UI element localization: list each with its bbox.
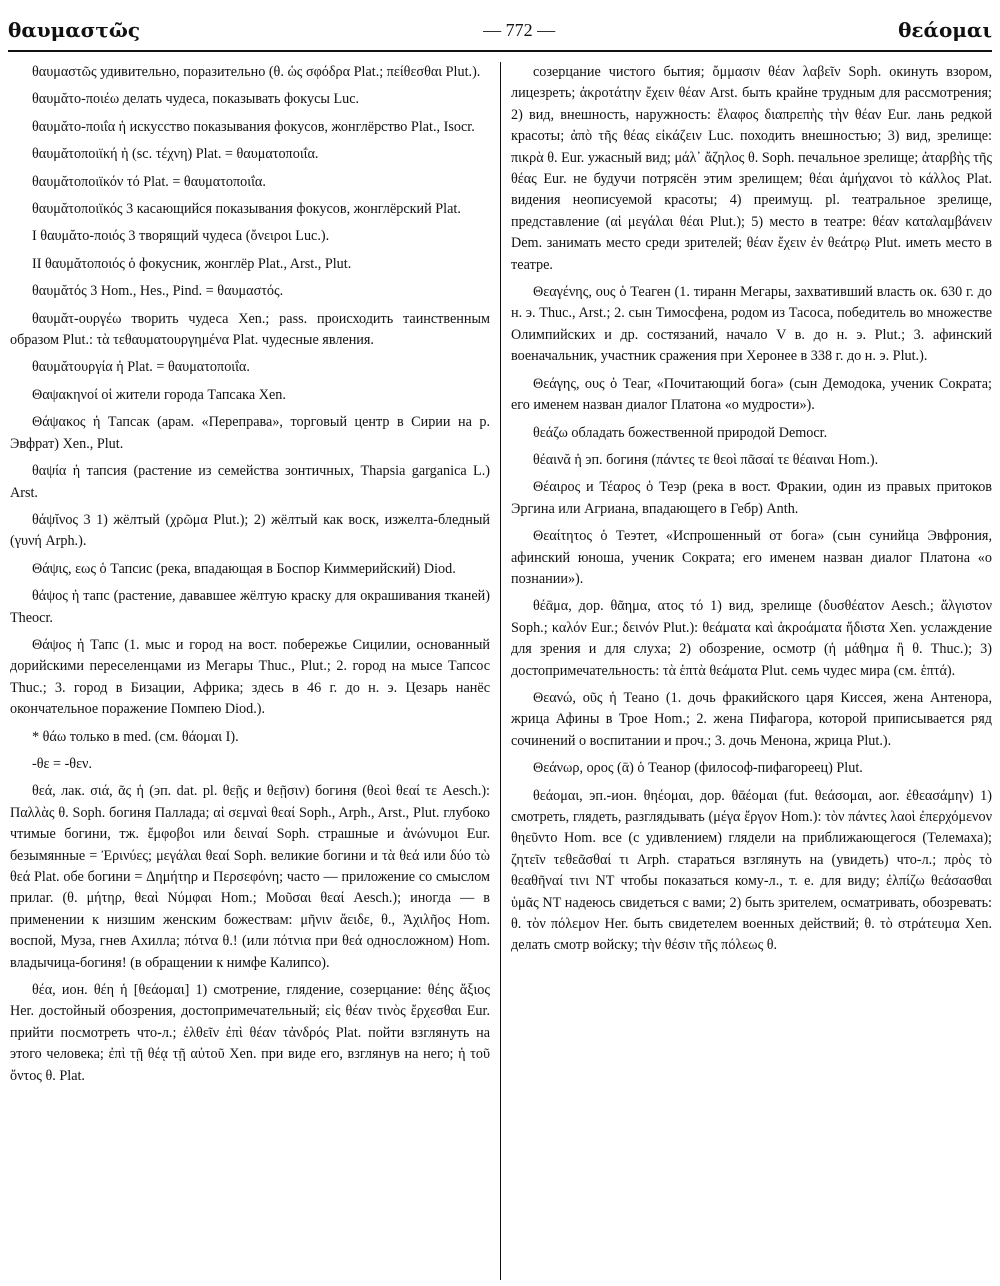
dictionary-entry: θέᾱμα, дор. θᾶημα, ατος τό 1) вид, зрелище (δυσθέατον Aesch.; ἄλγιστον Soph.; καλόν Eur.; δεινόν Plut.): θεάματα καὶ ἀκροάματα ἥδιστα Xen. услаждение для зрения и для слуха; 2) обозрение, осмотр (ἡ μάθημα ἢ θ. Thuc.); 3) достопримечательность: τὰ ἑπτὰ θεάματα Plut. семь чудес мира (см. ἑπτά). (511, 598, 992, 679)
dictionary-entry: Θεάνωρ, ορος (ᾱ) ὁ Теанор (философ-пифагореец) Plut. (533, 760, 863, 777)
running-head-right: θεάομαι (898, 18, 992, 42)
dictionary-entry: созерцание чистого бытия; ὄμμασιν θέαν λαβεῖν Soph. окинуть взором, лицезреть; ἀκροτάτην ἔχειν θέαν Arst. быть крайне трудным для рассмотрения; 2) вид, внешность, наружность: ἔλαφος διαπρεπὴς τὴν θέαν Eur. лань редкой красоты; ἀπὸ τῆς θέας εἰκάζειν Luc. походить внешностью; 3) вид, зрелище: πικρὰ θ. Eur. ужасный вид; μάλ᾽ ἄζηλος θ. Soph. печальное зрелище; ἀταρβὴς τῆς θέας Eur. не будучи потрясён этим зрелищем; θέαι ἀμήχανοι τὸ κάλλος Plat. видения неописуемой красоты; 4) преимущ. pl. театральное зрелище, представление (αἱ μεγάλαι θέαι Plut.); 5) место в театре: θέαν καταλαμβάνειν Dem. занимать место среди зрителей; θέαν ἔχειν ἐν θεάτρῳ Plut. иметь место в театре. (511, 64, 992, 273)
dictionary-entry: θεά, лак. σιά, ᾶς ἡ (эп. dat. pl. θεῇς и θεῇσιν) богиня (θεοὶ θεαί τε Aesch.): Παλλὰς θ. Soph. богиня Паллада; αἱ σεμναὶ θεαί Soph., Arph., Arst., Plut. глубоко чтимые богини, тж. ἔμφοβοι или δειναί Soph. страшные и ἀνώνυμοι Eur. безымянные = Ἐρινύες; μεγάλαι θεαί Soph. великие богини и τὰ θεά или δύο τὼ θεά Plat. обе богини = Δημήτηρ и Περσεφόνη; часто — приложение со смыслом прилаг. (θ. μήτηρ, θεαὶ Νύμφαι Hom.; Μοῦσαι θεαί Aesch.); иногда — в применении к низшим женским божествам: μῆνιν ἄειδε, θ., Ἀχιλῆος Hom. воспой, Муза, гнев Ахилла; πότνα θ.! (или πότνια при θεά односложном) Hom. владычица-богиня! (в обращении к нимфе Калипсо). (10, 783, 490, 971)
dictionary-entry: θαψία ἡ тапсия (растение из семейства зонтичных, Thapsia garganica L.) Arst. (10, 463, 490, 501)
dictionary-entry: Θεανώ, οῦς ἡ Теано (1. дочь фракийского царя Киссея, жена Антенора, жрица Афины в Трое Hom.; 2. жена Пифагора, которой приписывается ряд сочинений о воспитании и проч.; 3. дочь Менона, жрица Plut.). (511, 689, 992, 749)
dictionary-entry: Θεαγένης, ους ὁ Теаген (1. тиранн Мегары, захвативший власть ок. 630 г. до н. э. Thuc., Arst.; 2. сын Тимосфена, родом из Тасоса, победитель во множестве Олимпийских и др. состязаний, начало V в. до н. э. Plut.; 3. афинский военачальник, участник сражения при Херонее в 338 г. до н. э. Plut.). (511, 284, 992, 365)
running-head-left: θαυμαστῶς (8, 18, 141, 42)
dictionary-entry: θάψος ἡ тапс (растение, дававшее жёлтую краску для окрашивания тканей) Theocr. (10, 588, 490, 626)
dictionary-entry: θεάομαι, эп.-ион. θηέομαι, дор. θᾱέομαι (fut. θεάσομαι, aor. ἐθεασάμην) 1) смотреть, глядеть, разглядывать (μέγα ἔργον Hom.): τὸν πάντες λαοὶ ἐπερχόμενον θηεῦντο Hom. все (с удивлением) глядели на приближающегося (Телемаха); ζητεῖν τεθεᾶσθαί τι Arph. стараться взглянуть на (увидеть) что-л.; πρὸς τὸ θεαθῆναί τινι NT чтобы показаться кому-л., т. е. для виду; ἐλπίζω θεάσασθαι ὑμᾶς NT надеюсь свидеться с вами; 2) быть зрителем, осматривать, обозревать: θ. τὸν πόλεμον Her. быть свидетелем военных действий; θ. τὸ στράτευμα Xen. делать смотр войску; τὴν θέσιν τῆς πόλεως θ. (511, 787, 992, 954)
dictionary-entry: Θάψακος ἡ Тапсак (арам. «Переправа», торговый центр в Сирии на р. Эвфрат) Xen., Plut. (10, 414, 490, 452)
dictionary-entry: θάψῐνος 3 1) жёлтый (χρῶμα Plut.); 2) жёлтый как воск, изжелта-бледный (γυνή Arph.). (10, 511, 490, 550)
dictionary-entry: θαυμᾰτο-ποιέω делать чудеса, показывать фокусы Luc. (32, 91, 360, 108)
dictionary-entry: θαυμᾰτοποιϊκή ἡ (sc. τέχνη) Plat. = θαυματοποιΐα. (32, 146, 319, 163)
dictionary-entry: * θάω только в med. (см. θάομαι I). (32, 728, 239, 745)
dictionary-entry: II θαυμᾰτοποιός ὁ фокусник, жонглёр Plat., Arst., Plut. (32, 255, 352, 272)
dictionary-columns (10, 62, 992, 1280)
dictionary-entry: θαυμᾰτοποιϊκός 3 касающийся показывания фокусов, жонглёрский Plat. (32, 201, 461, 218)
dictionary-entry: Θάψις, εως ὁ Тапсис (река, впадающая в Боспор Киммерийский) Diod. (32, 560, 456, 577)
dictionary-entry: Θέαιρος и Τέαρος ὁ Теэр (река в вост. Фракии, один из правых притоков Эргина или Агриана, впадающего в Гебр) Anth. (511, 479, 992, 517)
dictionary-entry: θαυμᾰτο-ποιΐα ἡ искусство показывания фокусов, жонглёрство Plat., Isocr. (32, 118, 475, 135)
dictionary-entry: Θεαίτητος ὁ Теэтет, «Испрошенный от бога» (сын сунийца Эвфрония, афинский юноша, ученик Сократа; его именем назван диалог Платона «о познании»). (511, 528, 992, 587)
dictionary-entry: θεάζω обладать божественной природой Democr. (533, 424, 828, 441)
left-column (10, 62, 501, 1280)
dictionary-entry: θέα, ион. θέη ἡ [θεάομαι] 1) смотрение, глядение, созерцание: θέης ἄξιος Her. достойный обозрения, достопримечательный; εἰς θέαν τινὸς ἔρχεσθαι Eur. прийти посмотреть что-л.; ἐλθεῖν ἐπὶ θέαν τἀνδρός Plat. пойти взглянуть на этого человека; ἐπὶ τῇ θέᾳ τῇ αὐτοῦ Xen. при виде его, взглянув на него; ἡ τοῦ ὄντος θ. Plat. (10, 982, 490, 1084)
right-column (501, 62, 992, 1280)
dictionary-entry: -θε = -θεν. (32, 755, 93, 772)
page-header (8, 10, 992, 52)
dictionary-entry: I θαυμᾰτο-ποιός 3 творящий чудеса (ὄνειροι Luc.). (32, 228, 330, 245)
dictionary-entry: θαυμᾰτοποιϊκόν τό Plat. = θαυματοποιΐα. (32, 173, 266, 190)
dictionary-entry: θαυμᾰτ-ουργέω творить чудеса Xen.; pass. происходить таинственным образом Plut.: τὰ τεθαυματουργημένα Plat. чудесные явления. (10, 310, 490, 349)
page-number: — 772 — (483, 19, 556, 40)
dictionary-entry: θαυμᾰτουργία ἡ Plat. = θαυματοποιΐα. (32, 359, 250, 376)
dictionary-entry: Θαψακηνοί οἱ жители города Тапсака Xen. (32, 386, 286, 403)
dictionary-entry: θέαινᾰ ἡ эп. богиня (πάντες τε θεοὶ πᾶσαί τε θέαιναι Hom.). (533, 451, 879, 468)
dictionary-entry: θαυμᾰτός 3 Hom., Hes., Pind. = θαυμαστός. (32, 283, 284, 300)
dictionary-entry: Θεάγης, ους ὁ Теаг, «Почитающий бога» (сын Демодока, ученик Сократа; его именем назван диалог Платона «о мудрости»). (511, 375, 992, 414)
dictionary-entry: Θάψος ἡ Тапс (1. мыс и город на вост. побережье Сицилии, основанный дорийскими переселенцами из Мегары Thuc., Plut.; 2. город на мысе Тапсос Thuc.; 3. город в Бизации, Африка; здесь в 46 г. до н. э. Цезарь нанёс окончательное поражение Помпею Diod.). (10, 636, 490, 718)
dictionary-entry: θαυμαστῶς удивительно, поразительно (θ. ὡς σφόδρα Plat.; πείθεσθαι Plut.). (32, 64, 481, 80)
